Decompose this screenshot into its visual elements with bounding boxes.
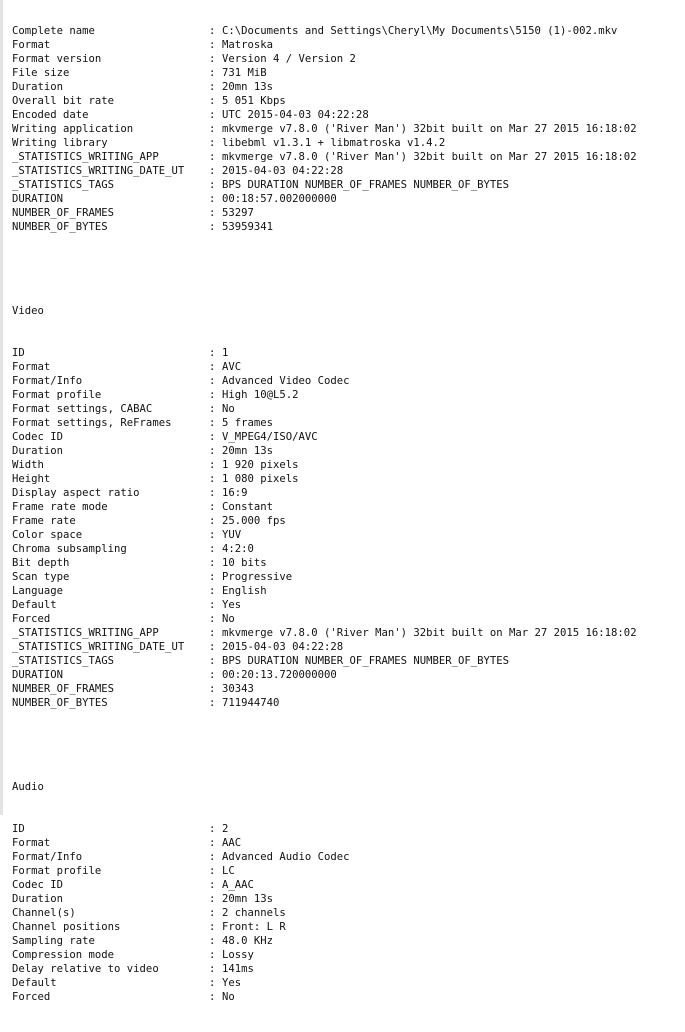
key-value-separator: : [209, 865, 216, 877]
key-value-separator: : [209, 851, 216, 863]
video-info-row [12, 430, 685, 444]
key-value-separator: : [209, 697, 216, 709]
general-info-row [12, 150, 685, 164]
blank-line [12, 262, 685, 276]
info-key: Duration [12, 445, 64, 457]
video-info-row [12, 584, 685, 598]
key-value-separator: : [209, 39, 216, 51]
info-key: _STATISTICS_WRITING_DATE_UT [12, 165, 185, 177]
key-value-separator: : [209, 837, 216, 849]
info-value: 711944740 [222, 697, 280, 709]
key-value-separator: : [209, 641, 216, 653]
key-value-separator: : [209, 557, 216, 569]
audio-info-row [12, 990, 685, 1004]
key-value-separator: : [209, 893, 216, 905]
info-value: 10 bits [222, 557, 267, 569]
video-info-row [12, 416, 685, 430]
info-key: Frame rate mode [12, 501, 108, 513]
key-value-separator: : [209, 123, 216, 135]
video-info-row [12, 612, 685, 626]
general-info-row [12, 52, 685, 66]
info-value: 731 MiB [222, 67, 267, 79]
audio-info-row [12, 920, 685, 934]
info-key: Format version [12, 53, 102, 65]
info-key: Compression mode [12, 949, 115, 961]
info-value: Front: L R [222, 921, 286, 933]
info-key: Format [12, 39, 51, 51]
info-key: Format settings, ReFrames [12, 417, 172, 429]
key-value-separator: : [209, 347, 216, 359]
key-value-separator: : [209, 67, 216, 79]
key-value-separator: : [209, 25, 216, 37]
info-value: 1 920 pixels [222, 459, 299, 471]
info-value: English [222, 585, 267, 597]
key-value-separator: : [209, 613, 216, 625]
info-key: DURATION [12, 669, 64, 681]
info-value: 00:18:57.002000000 [222, 193, 337, 205]
video-info-row [12, 598, 685, 612]
general-section [12, 24, 685, 234]
key-value-separator: : [209, 935, 216, 947]
info-value: 20mn 13s [222, 893, 274, 905]
info-key: Codec ID [12, 879, 64, 891]
key-value-separator: : [209, 963, 216, 975]
key-value-separator: : [209, 627, 216, 639]
video-info-row [12, 388, 685, 402]
audio-info-row [12, 906, 685, 920]
info-value: 00:20:13.720000000 [222, 669, 337, 681]
general-info-row [12, 108, 685, 122]
info-value: 53297 [222, 207, 254, 219]
info-key: Language [12, 585, 64, 597]
info-key: Delay relative to video [12, 963, 159, 975]
info-key: Writing library [12, 137, 108, 149]
key-value-separator: : [209, 473, 216, 485]
info-value: mkvmerge v7.8.0 ('River Man') 32bit built on Mar 27 2015 16:18:02 [222, 123, 637, 135]
key-value-separator: : [209, 95, 216, 107]
video-info-row [12, 542, 685, 556]
info-key: Writing application [12, 123, 134, 135]
key-value-separator: : [209, 949, 216, 961]
info-value: 30343 [222, 683, 254, 695]
general-info-row [12, 206, 685, 220]
info-value: 20mn 13s [222, 81, 274, 93]
info-key: Chroma subsampling [12, 543, 127, 555]
info-key: _STATISTICS_WRITING_APP [12, 627, 159, 639]
audio-info-row [12, 850, 685, 864]
info-value: 1 080 pixels [222, 473, 299, 485]
info-value: 20mn 13s [222, 445, 274, 457]
info-value: LC [222, 865, 235, 877]
info-value: 5 051 Kbps [222, 95, 286, 107]
video-info-row [12, 528, 685, 542]
key-value-separator: : [209, 529, 216, 541]
key-value-separator: : [209, 221, 216, 233]
key-value-separator: : [209, 431, 216, 443]
info-value: 48.0 KHz [222, 935, 274, 947]
video-info-row [12, 570, 685, 584]
info-key: Format/Info [12, 851, 83, 863]
video-info-row [12, 500, 685, 514]
info-value: Lossy [222, 949, 254, 961]
audio-info-row [12, 948, 685, 962]
key-value-separator: : [209, 417, 216, 429]
key-value-separator: : [209, 977, 216, 989]
info-value: Advanced Audio Codec [222, 851, 350, 863]
video-info-row [12, 696, 685, 710]
key-value-separator: : [209, 683, 216, 695]
info-key: Encoded date [12, 109, 89, 121]
video-info-row [12, 458, 685, 472]
info-value: No [222, 991, 235, 1003]
key-value-separator: : [209, 459, 216, 471]
key-value-separator: : [209, 655, 216, 667]
key-value-separator: : [209, 179, 216, 191]
video-info-row [12, 640, 685, 654]
key-value-separator: : [209, 515, 216, 527]
video-section-title: Video [12, 305, 44, 317]
info-key: Format [12, 837, 51, 849]
video-info-row [12, 472, 685, 486]
key-value-separator: : [209, 389, 216, 401]
key-value-separator: : [209, 81, 216, 93]
video-info-row [12, 556, 685, 570]
info-value: Version 4 / Version 2 [222, 53, 356, 65]
info-key: Complete name [12, 25, 95, 37]
general-info-row [12, 220, 685, 234]
info-key: NUMBER_OF_BYTES [12, 697, 108, 709]
info-key: Format/Info [12, 375, 83, 387]
info-value: mkvmerge v7.8.0 ('River Man') 32bit built on Mar 27 2015 16:18:02 [222, 627, 637, 639]
info-key: Overall bit rate [12, 95, 115, 107]
key-value-separator: : [209, 109, 216, 121]
info-key: Codec ID [12, 431, 64, 443]
key-value-separator: : [209, 137, 216, 149]
info-value: 141ms [222, 963, 254, 975]
audio-info-row [12, 934, 685, 948]
key-value-separator: : [209, 403, 216, 415]
info-key: Channel positions [12, 921, 121, 933]
audio-section-title: Audio [12, 781, 44, 793]
key-value-separator: : [209, 53, 216, 65]
info-value: High 10@L5.2 [222, 389, 299, 401]
info-value: 2 channels [222, 907, 286, 919]
audio-info-row [12, 892, 685, 906]
general-info-row [12, 24, 685, 38]
info-value: 16:9 [222, 487, 248, 499]
key-value-separator: : [209, 823, 216, 835]
info-key: _STATISTICS_WRITING_DATE_UT [12, 641, 185, 653]
video-info-row [12, 402, 685, 416]
key-value-separator: : [209, 501, 216, 513]
info-key: Duration [12, 81, 64, 93]
info-value: Progressive [222, 571, 293, 583]
audio-info-row [12, 878, 685, 892]
general-info-row [12, 80, 685, 94]
audio-info-row [12, 836, 685, 850]
video-info-row [12, 682, 685, 696]
info-value: 2015-04-03 04:22:28 [222, 165, 344, 177]
info-key: Display aspect ratio [12, 487, 140, 499]
info-value: Advanced Video Codec [222, 375, 350, 387]
info-key: Format [12, 361, 51, 373]
key-value-separator: : [209, 543, 216, 555]
audio-section [12, 822, 685, 1004]
general-info-row [12, 164, 685, 178]
key-value-separator: : [209, 361, 216, 373]
info-key: Frame rate [12, 515, 76, 527]
info-key: Format profile [12, 865, 102, 877]
left-margin-gutter [0, 0, 3, 815]
video-info-row [12, 374, 685, 388]
info-value: UTC 2015-04-03 04:22:28 [222, 109, 369, 121]
audio-info-row [12, 962, 685, 976]
info-key: Default [12, 977, 57, 989]
info-key: Channel(s) [12, 907, 76, 919]
key-value-separator: : [209, 207, 216, 219]
info-value: A_AAC [222, 879, 254, 891]
info-value: 1 [222, 347, 229, 359]
video-info-row [12, 486, 685, 500]
info-value: No [222, 403, 235, 415]
info-key: ID [12, 347, 25, 359]
key-value-separator: : [209, 669, 216, 681]
video-info-row [12, 514, 685, 528]
video-info-row [12, 626, 685, 640]
video-info-row [12, 668, 685, 682]
info-key: NUMBER_OF_BYTES [12, 221, 108, 233]
general-info-row [12, 192, 685, 206]
key-value-separator: : [209, 907, 216, 919]
info-value: 25.000 fps [222, 515, 286, 527]
key-value-separator: : [209, 375, 216, 387]
info-key: Color space [12, 529, 83, 541]
general-info-row [12, 38, 685, 52]
key-value-separator: : [209, 487, 216, 499]
info-value: 2 [222, 823, 229, 835]
info-key: Forced [12, 613, 51, 625]
general-info-row [12, 94, 685, 108]
key-value-separator: : [209, 193, 216, 205]
info-value: AAC [222, 837, 242, 849]
general-info-row [12, 66, 685, 80]
info-value: Constant [222, 501, 274, 513]
info-value: BPS DURATION NUMBER_OF_FRAMES NUMBER_OF_BYTES [222, 179, 510, 191]
info-key: ID [12, 823, 25, 835]
key-value-separator: : [209, 571, 216, 583]
info-value: AVC [222, 361, 242, 373]
video-info-row [12, 444, 685, 458]
info-key: Width [12, 459, 44, 471]
info-key: DURATION [12, 193, 64, 205]
info-key: Sampling rate [12, 935, 95, 947]
general-info-row [12, 178, 685, 192]
blank-line [12, 738, 685, 752]
info-value: Matroska [222, 39, 274, 51]
info-value: No [222, 613, 235, 625]
info-value: V_MPEG4/ISO/AVC [222, 431, 318, 443]
info-value: Yes [222, 977, 242, 989]
key-value-separator: : [209, 921, 216, 933]
info-value: 53959341 [222, 221, 274, 233]
audio-info-row [12, 822, 685, 836]
info-key: NUMBER_OF_FRAMES [12, 207, 115, 219]
video-section [12, 346, 685, 710]
media-info-report [12, 0, 685, 1032]
video-info-row [12, 360, 685, 374]
info-value: 4:2:0 [222, 543, 254, 555]
info-value: 2015-04-03 04:22:28 [222, 641, 344, 653]
info-value: Yes [222, 599, 242, 611]
info-key: Format settings, CABAC [12, 403, 153, 415]
info-key: Forced [12, 991, 51, 1003]
info-key: _STATISTICS_TAGS [12, 179, 115, 191]
general-info-row [12, 136, 685, 150]
general-info-row [12, 122, 685, 136]
info-key: Format profile [12, 389, 102, 401]
key-value-separator: : [209, 165, 216, 177]
info-value: BPS DURATION NUMBER_OF_FRAMES NUMBER_OF_BYTES [222, 655, 510, 667]
info-key: Duration [12, 893, 64, 905]
info-key: Default [12, 599, 57, 611]
info-value: C:\Documents and Settings\Cheryl\My Documents\5150 (1)-002.mkv [222, 25, 618, 37]
key-value-separator: : [209, 599, 216, 611]
info-key: NUMBER_OF_FRAMES [12, 683, 115, 695]
key-value-separator: : [209, 879, 216, 891]
info-key: _STATISTICS_TAGS [12, 655, 115, 667]
video-info-row [12, 346, 685, 360]
info-key: File size [12, 67, 70, 79]
key-value-separator: : [209, 445, 216, 457]
info-key: Scan type [12, 571, 70, 583]
info-value: mkvmerge v7.8.0 ('River Man') 32bit built on Mar 27 2015 16:18:02 [222, 151, 637, 163]
info-key: Height [12, 473, 51, 485]
info-key: Bit depth [12, 557, 70, 569]
audio-info-row [12, 976, 685, 990]
audio-info-row [12, 864, 685, 878]
info-value: YUV [222, 529, 242, 541]
key-value-separator: : [209, 585, 216, 597]
info-key: _STATISTICS_WRITING_APP [12, 151, 159, 163]
info-value: 5 frames [222, 417, 274, 429]
key-value-separator: : [209, 991, 216, 1003]
video-info-row [12, 654, 685, 668]
key-value-separator: : [209, 151, 216, 163]
info-value: libebml v1.3.1 + libmatroska v1.4.2 [222, 137, 446, 149]
